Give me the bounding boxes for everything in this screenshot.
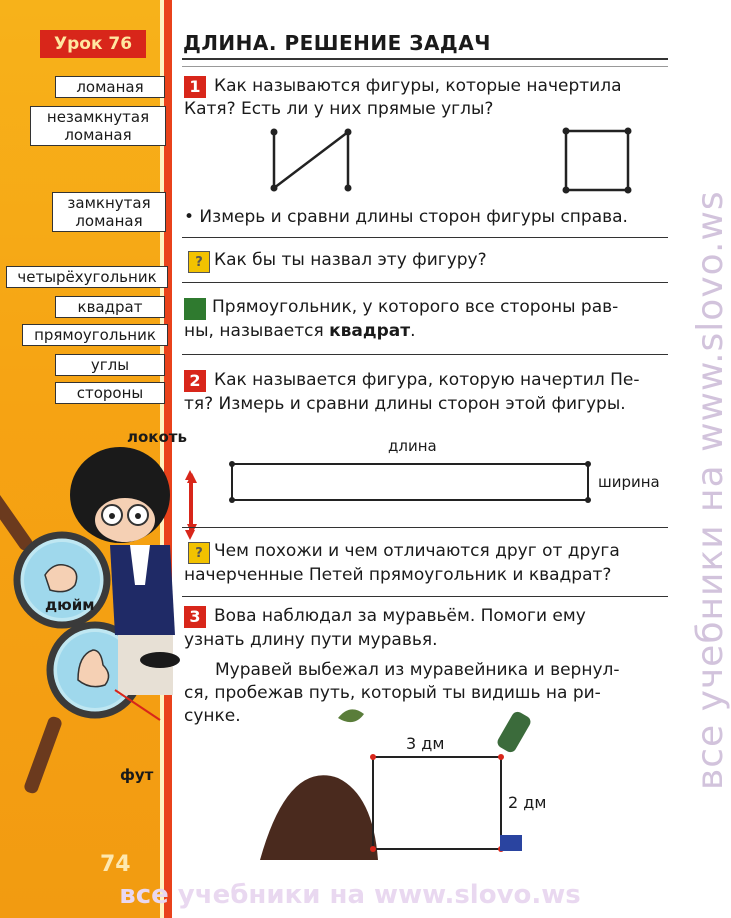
task3-para-line2: ся, пробежав путь, который ты видишь на ри- [184,683,601,703]
task-number-3: 3 [184,606,206,628]
title-rule [182,58,668,60]
task1-bullet: • Измерь и сравни длины сторон фигуры справа. [184,207,628,227]
task1-line1: Как называются фигуры, которые начертила [214,76,622,96]
rule-line2-prefix: ны, называется [184,321,330,341]
rule [182,527,668,528]
elbow-label: локоть [127,428,187,446]
task3-para-line1: Муравей выбежал из муравейника и вернул- [215,660,620,680]
page-number: 74 [100,852,131,877]
term-rectangle: прямоугольник [22,324,168,346]
rule-icon [184,298,206,320]
ant-path-figure [258,700,538,870]
task-number-2: 2 [184,370,206,392]
term-quadrilateral: четырёхугольник [6,266,168,288]
term-sides: стороны [55,382,165,404]
inch-label: дюйм [45,596,95,614]
task1-figures [260,120,640,200]
task-number-1: 1 [184,76,206,98]
term-closed-polyline: замкнутая ломаная [52,192,166,232]
side-watermark: все учебники на www.slovo.ws [690,190,731,790]
path-side-label: 2 дм [508,793,547,812]
task2-line2: тя? Измерь и сравни длины сторон этой фигуры. [184,394,626,414]
rule-line2-suffix: . [410,321,416,341]
term-angles: углы [55,354,165,376]
boy-illustration [0,425,200,805]
rule [182,596,668,597]
term-polyline: ломаная [55,76,165,98]
task1-line2: Катя? Есть ли у них прямые углы? [184,99,494,119]
task3-line2: узнать длину пути муравья. [184,630,438,650]
question-icon: ? [188,251,210,273]
task2-line1: Как называется фигура, которую начертил Пе- [214,370,640,390]
rule-line1: Прямоугольник, у которого все стороны рав- [212,297,619,317]
question2-line1: Чем похожи и чем отличаются друг от друга [214,541,620,561]
width-label: ширина [598,473,660,491]
term-open-polyline: незамкнутая ломаная [30,106,166,146]
path-top-label: 3 дм [406,734,445,753]
page-title: ДЛИНА. РЕШЕНИЕ ЗАДАЧ [183,31,491,55]
question1-text: Как бы ты назвал эту фигуру? [214,250,487,270]
rule [182,237,668,238]
term-square: квадрат [55,296,165,318]
lesson-badge: Урок 76 [40,30,146,58]
length-label: длина [388,437,437,455]
rule-line2 [184,320,416,343]
question-icon: ? [188,542,210,564]
task3-para-line3: сунке. [184,706,241,726]
rule [182,66,668,67]
question2-line2: начерченные Петей прямоугольник и квадрат? [184,565,612,585]
footer-watermark: все учебники на www.slovo.ws [119,880,581,910]
task3-line1: Вова наблюдал за муравьём. Помоги ему [214,606,586,626]
rule [182,282,668,283]
task2-rectangle [178,455,598,535]
foot-label: фут [120,766,154,784]
rule-term-square: квадрат [329,321,411,341]
rule [182,354,668,355]
